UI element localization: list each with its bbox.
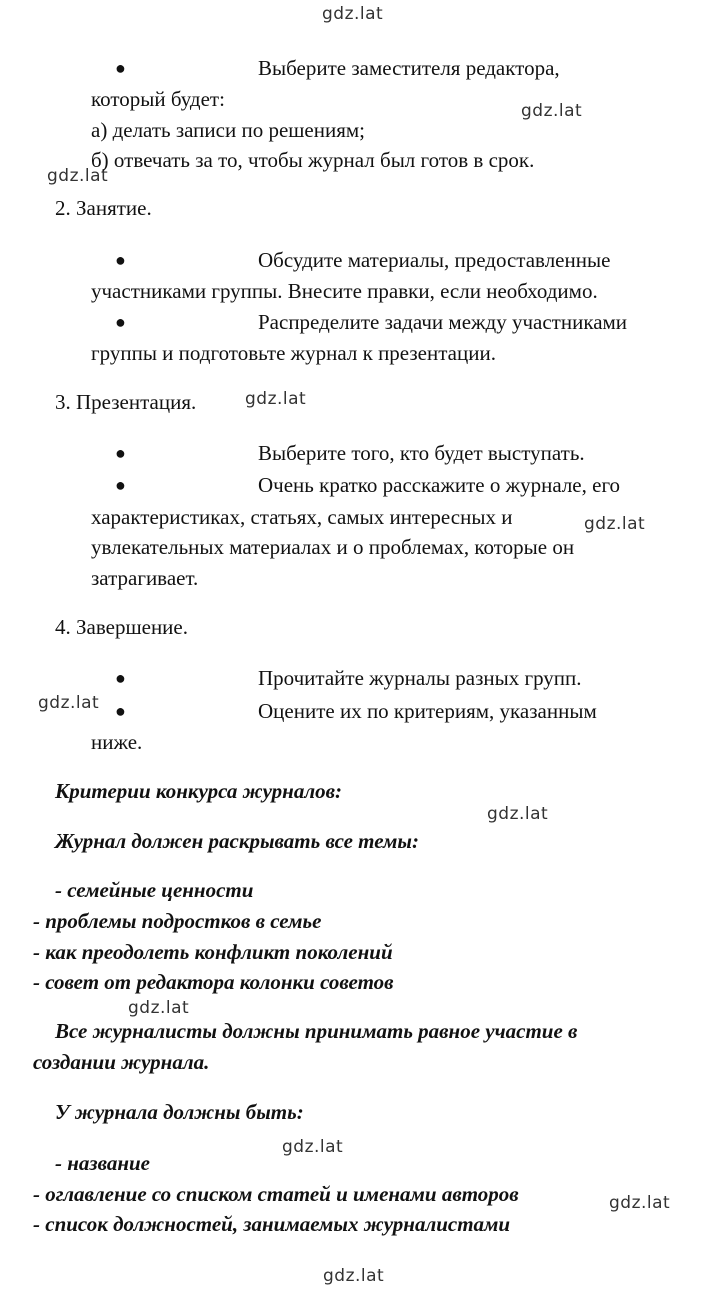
section1-item-b: б) отвечать за то, чтобы журнал был готов в срок. xyxy=(91,148,535,172)
watermark: gdz.lat xyxy=(282,1137,344,1157)
bullet-dot: ● xyxy=(115,250,126,270)
bullet-dot: ● xyxy=(115,701,126,721)
bullet-dot: ● xyxy=(115,443,126,463)
bullet-dot: ● xyxy=(115,668,126,688)
section2-bullet1-cont: участниками группы. Внесите правки, если необходимо. xyxy=(91,279,598,303)
bullet-dot: ● xyxy=(115,312,126,332)
watermark: gdz.lat xyxy=(245,389,307,409)
criteria-theme-item: - проблемы подростков в семье xyxy=(33,909,322,933)
section4-heading: 4. Завершение. xyxy=(55,615,188,639)
criteria-participation: Все журналисты должны принимать равное участие в xyxy=(55,1019,578,1043)
section3-bullet2-cont1: характеристиках, статьях, самых интересных и xyxy=(91,505,513,529)
section3-bullet1: Выберите того, кто будет выступать. xyxy=(258,441,585,465)
section2-bullet2-cont: группы и подготовьте журнал к презентации. xyxy=(91,341,496,365)
watermark: gdz.lat xyxy=(322,4,384,24)
criteria-must-have-item: - название xyxy=(55,1151,150,1175)
section1-item-a: а) делать записи по решениям; xyxy=(91,118,366,142)
section3-heading: 3. Презентация. xyxy=(55,390,197,414)
watermark: gdz.lat xyxy=(487,804,549,824)
watermark: gdz.lat xyxy=(609,1193,671,1213)
section2-bullet1: Обсудите материалы, предоставленные xyxy=(258,248,611,272)
section4-bullet2: Оцените их по критериям, указанным xyxy=(258,699,597,723)
criteria-title: Критерии конкурса журналов: xyxy=(55,779,342,803)
criteria-must-have-item: - список должностей, занимаемых журналистами xyxy=(33,1212,511,1236)
section2-bullet2: Распределите задачи между участниками xyxy=(258,310,628,334)
section4-bullet1: Прочитайте журналы разных групп. xyxy=(258,666,582,690)
watermark: gdz.lat xyxy=(323,1266,385,1286)
watermark: gdz.lat xyxy=(584,514,646,534)
section3-bullet2: Очень кратко расскажите о журнале, его xyxy=(258,473,621,497)
criteria-must-have-intro: У журнала должны быть: xyxy=(55,1100,304,1124)
bullet-dot: ● xyxy=(115,58,126,78)
bullet-dot: ● xyxy=(115,475,126,495)
watermark: gdz.lat xyxy=(47,166,109,186)
criteria-theme-item: - как преодолеть конфликт поколений xyxy=(33,940,393,964)
criteria-themes-intro: Журнал должен раскрывать все темы: xyxy=(55,829,419,853)
section3-bullet2-cont3: затрагивает. xyxy=(91,566,199,590)
section3-bullet2-cont2: увлекательных материалах и о проблемах, которые он xyxy=(91,535,575,559)
watermark: gdz.lat xyxy=(521,101,583,121)
criteria-theme-item: - семейные ценности xyxy=(55,878,254,902)
criteria-must-have-item: - оглавление со списком статей и именами авторов xyxy=(33,1182,519,1206)
section2-heading: 2. Занятие. xyxy=(55,196,152,220)
watermark: gdz.lat xyxy=(38,693,100,713)
section1-bullet-text: Выберите заместителя редактора, xyxy=(258,56,560,80)
watermark: gdz.lat xyxy=(128,998,190,1018)
section4-bullet2-cont: ниже. xyxy=(91,730,143,754)
criteria-participation-cont: создании журнала. xyxy=(33,1050,210,1074)
section1-continuation: который будет: xyxy=(91,87,225,111)
criteria-theme-item: - совет от редактора колонки советов xyxy=(33,970,394,994)
